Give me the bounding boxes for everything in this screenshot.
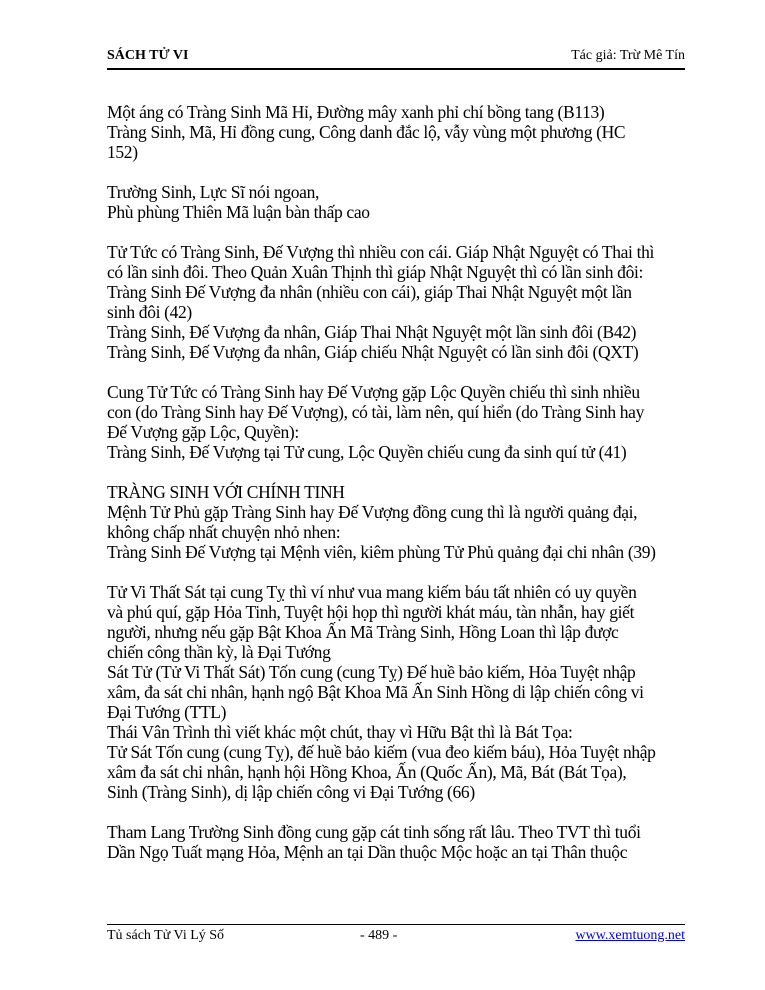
text-line: xâm đa sát chi nhân, hạnh hội Hồng Khoa, Ấn (Quốc Ấn), Mã, Bát (Bát Tọa), — [107, 762, 627, 782]
paragraph — [107, 582, 707, 802]
text-line: Mệnh Tử Phủ gặp Tràng Sinh hay Đế Vượng đồng cung thì là người quảng đại, — [107, 502, 638, 522]
page-header — [107, 44, 685, 70]
text-line: Thái Vân Trình thì viết khác một chút, thay vì Hữu Bật thì là Bát Tọa: — [107, 722, 573, 742]
footer-series: Tủ sách Tử Vi Lý Số — [107, 928, 225, 943]
website-link[interactable]: www.xemtuong.net — [575, 928, 685, 943]
text-line: người, nhưng nếu gặp Bật Khoa Ấn Mã Tràng Sinh, Hồng Loan thì lập được — [107, 622, 619, 642]
text-line: sinh đôi (42) — [107, 302, 192, 322]
text-line: xâm, đa sát chi nhân, hạnh ngộ Bật Khoa Mã Ấn Sinh Hồng di lập chiến công vi — [107, 682, 644, 702]
text-line: Tử Tức có Tràng Sinh, Đế Vượng thì nhiều con cái. Giáp Nhật Nguyệt có Thai thì — [107, 242, 654, 262]
text-line: Tràng Sinh Đế Vượng đa nhân (nhiều con cái), giáp Thai Nhật Nguyệt một lần — [107, 282, 632, 302]
text-line: Tràng Sinh, Đế Vượng đa nhân, Giáp chiếu Nhật Nguyệt có lần sinh đôi (QXT) — [107, 342, 639, 362]
text-line: Đại Tướng (TTL) — [107, 702, 227, 722]
paragraph — [107, 822, 707, 862]
text-line: Một áng có Tràng Sinh Mã Hỉ, Đường mây xanh phỉ chí bồng tang (B113) — [107, 102, 605, 122]
text-line: không chấp nhất chuyện nhỏ nhen: — [107, 522, 341, 542]
text-line: TRÀNG SINH VỚI CHÍNH TINH — [107, 482, 345, 502]
page-footer — [107, 924, 685, 947]
paragraph — [107, 382, 707, 462]
page-number: - 489 - — [360, 928, 398, 943]
text-line: con (do Tràng Sinh hay Đế Vượng), có tài, làm nên, quí hiển (do Tràng Sinh hay — [107, 402, 644, 422]
text-line: Phù phùng Thiên Mã luận bàn thấp cao — [107, 202, 370, 222]
paragraph — [107, 182, 707, 222]
text-line: Tử Vi Thất Sát tại cung Tỵ thì ví như vua mang kiếm báu tất nhiên có uy quyền — [107, 582, 637, 602]
page-body — [107, 102, 707, 882]
text-line: Sát Tử (Tử Vi Thất Sát) Tốn cung (cung Tỵ) Đế huề bảo kiếm, Hỏa Tuyệt nhập — [107, 662, 636, 682]
text-line: Sinh (Tràng Sinh), dị lập chiến công vi Đại Tướng (66) — [107, 782, 475, 802]
text-line: Dần Ngọ Tuất mạng Hỏa, Mệnh an tại Dần thuộc Mộc hoặc an tại Thân thuộc — [107, 842, 628, 862]
text-line: Tử Sát Tốn cung (cung Tỵ), đế huề bảo kiếm (vua đeo kiếm báu), Hỏa Tuyệt nhập — [107, 742, 656, 762]
paragraph — [107, 242, 707, 362]
text-line: 152) — [107, 142, 138, 162]
text-line: Tham Lang Trường Sinh đồng cung gặp cát tinh sống rất lâu. Theo TVT thì tuổi — [107, 822, 641, 842]
paragraph — [107, 482, 707, 562]
author: Tác giả: Trừ Mê Tín — [571, 48, 685, 63]
text-line: chiến công thần kỳ, là Đại Tướng — [107, 642, 331, 662]
text-line: Cung Tử Tức có Tràng Sinh hay Đế Vượng gặp Lộc Quyền chiếu thì sinh nhiều — [107, 382, 640, 402]
text-line: Tràng Sinh, Đế Vượng tại Tử cung, Lộc Quyền chiếu cung đa sinh quí tử (41) — [107, 442, 627, 462]
paragraph — [107, 102, 707, 162]
text-line: Tràng Sinh, Đế Vượng đa nhân, Giáp Thai Nhật Nguyệt một lần sinh đôi (B42) — [107, 322, 637, 342]
text-line: và phú quí, gặp Hỏa Tinh, Tuyệt hội họp thì người khát máu, tàn nhẫn, hay giết — [107, 602, 635, 622]
book-title: SÁCH TỬ VI — [107, 48, 189, 63]
text-line: Đế Vượng gặp Lộc, Quyền): — [107, 422, 299, 442]
text-line: Tràng Sinh, Mã, Hỉ đồng cung, Công danh đắc lộ, vẫy vùng một phương (HC — [107, 122, 626, 142]
text-line: Tràng Sinh Đế Vượng tại Mệnh viên, kiêm phùng Tử Phủ quảng đại chi nhân (39) — [107, 542, 656, 562]
text-line: có lần sinh đôi. Theo Quản Xuân Thịnh thì giáp Nhật Nguyệt thì có lần sinh đôi: — [107, 262, 643, 282]
text-line: Trường Sinh, Lực Sĩ nói ngoan, — [107, 182, 320, 202]
